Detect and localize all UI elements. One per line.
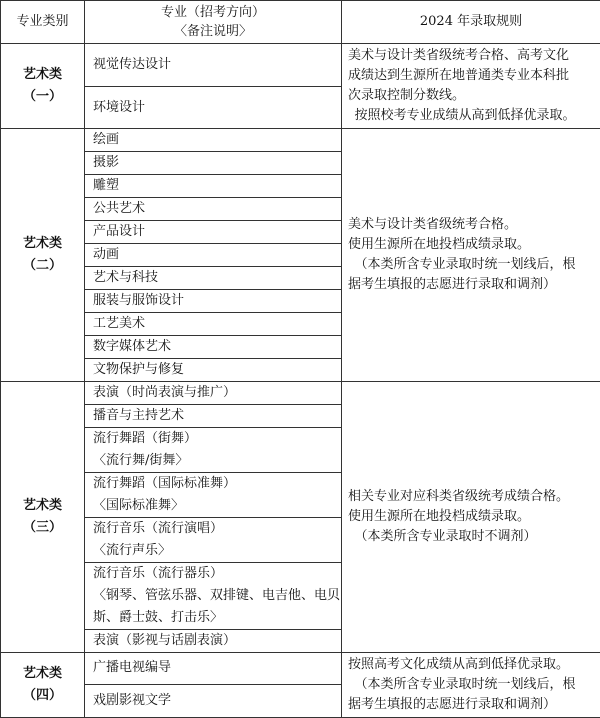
rule-line: （本类所含专业录取时不调剂） (348, 527, 594, 547)
major-cell (85, 473, 342, 518)
category-cell-3 (1, 382, 85, 653)
category-number: （二） (1, 255, 84, 277)
rules-cell-3 (342, 382, 600, 653)
major-cell: 绘画 (85, 129, 342, 152)
category-number: （四） (1, 685, 84, 707)
category-number: （一） (1, 86, 84, 108)
major-cell: 动画 (85, 244, 342, 267)
major-line: 流行音乐（流行器乐） (93, 563, 341, 585)
rule-line: 成绩达到生源所在地普通类专业本科批 (348, 66, 594, 86)
major-cell: 摄影 (85, 152, 342, 175)
category-number: （三） (1, 517, 84, 539)
header-category: 专业类别 (1, 1, 85, 44)
rule-line: （本类所含专业录取时统一划线后，根 (348, 675, 594, 695)
major-cell: 产品设计 (85, 221, 342, 244)
major-note: 〈钢琴、管弦乐器、双排键、电吉他、电贝 (93, 585, 341, 607)
major-note: 〈流行声乐〉 (93, 540, 341, 562)
major-line: 流行音乐（流行演唱） (93, 518, 341, 540)
rule-line: 美术与设计类省级统考合格、高考文化 (348, 46, 594, 66)
rule-line: （本类所含专业录取时统一划线后，根 (348, 255, 594, 275)
major-cell: 文物保护与修复 (85, 359, 342, 382)
major-cell: 公共艺术 (85, 198, 342, 221)
table-row (1, 129, 600, 152)
major-line: 流行舞蹈（国际标准舞） (93, 473, 341, 495)
rule-line: 按照校考专业成绩从高到低择优录取。 (348, 106, 594, 126)
major-cell: 表演（影视与话剧表演） (85, 630, 342, 653)
major-cell (85, 563, 342, 630)
rules-cell-2 (342, 129, 600, 382)
header-major-line1: 专业（招考方向） (85, 3, 341, 22)
major-cell: 视觉传达设计 (85, 44, 342, 87)
rule-line: 次录取控制分数线。 (348, 86, 594, 106)
category-name: 艺术类 (1, 663, 84, 685)
rule-line: 按照高考文化成绩从高到低择优录取。 (348, 655, 594, 675)
table-header-row (1, 1, 600, 44)
major-cell: 环境设计 (85, 87, 342, 129)
category-cell-1 (1, 44, 85, 129)
category-name: 艺术类 (1, 233, 84, 255)
table-row (1, 653, 600, 685)
category-cell-2 (1, 129, 85, 382)
major-cell (85, 428, 342, 473)
major-cell: 表演（时尚表演与推广） (85, 382, 342, 405)
rule-line: 使用生源所在地投档成绩录取。 (348, 507, 594, 527)
major-cell: 服装与服饰设计 (85, 290, 342, 313)
table-row (1, 382, 600, 405)
category-name: 艺术类 (1, 64, 84, 86)
major-note: 〈流行舞/街舞〉 (93, 450, 341, 472)
table-row (1, 44, 600, 87)
header-rules: 2024 年录取规则 (342, 1, 600, 44)
major-note: 〈国际标准舞〉 (93, 495, 341, 517)
major-cell: 工艺美术 (85, 313, 342, 336)
major-cell: 广播电视编导 (85, 653, 342, 685)
rule-line: 使用生源所在地投档成绩录取。 (348, 235, 594, 255)
major-cell: 数字媒体艺术 (85, 336, 342, 359)
major-note: 斯、爵士鼓、打击乐〉 (93, 607, 341, 629)
major-line: 流行舞蹈（街舞） (93, 428, 341, 450)
rule-line: 据考生填报的志愿进行录取和调剂） (348, 275, 594, 295)
major-cell: 艺术与科技 (85, 267, 342, 290)
header-major (85, 1, 342, 44)
major-cell: 戏剧影视文学 (85, 684, 342, 717)
rule-line: 相关专业对应科类省级统考成绩合格。 (348, 487, 594, 507)
rule-line: 据考生填报的志愿进行录取和调剂） (348, 695, 594, 715)
major-cell: 雕塑 (85, 175, 342, 198)
major-cell (85, 518, 342, 563)
rules-cell-1 (342, 44, 600, 129)
header-major-line2: 〈备注说明〉 (85, 22, 341, 41)
rules-cell-4 (342, 653, 600, 718)
category-cell-4 (1, 653, 85, 718)
rule-line: 美术与设计类省级统考合格。 (348, 215, 594, 235)
major-cell: 播音与主持艺术 (85, 405, 342, 428)
category-name: 艺术类 (1, 495, 84, 517)
